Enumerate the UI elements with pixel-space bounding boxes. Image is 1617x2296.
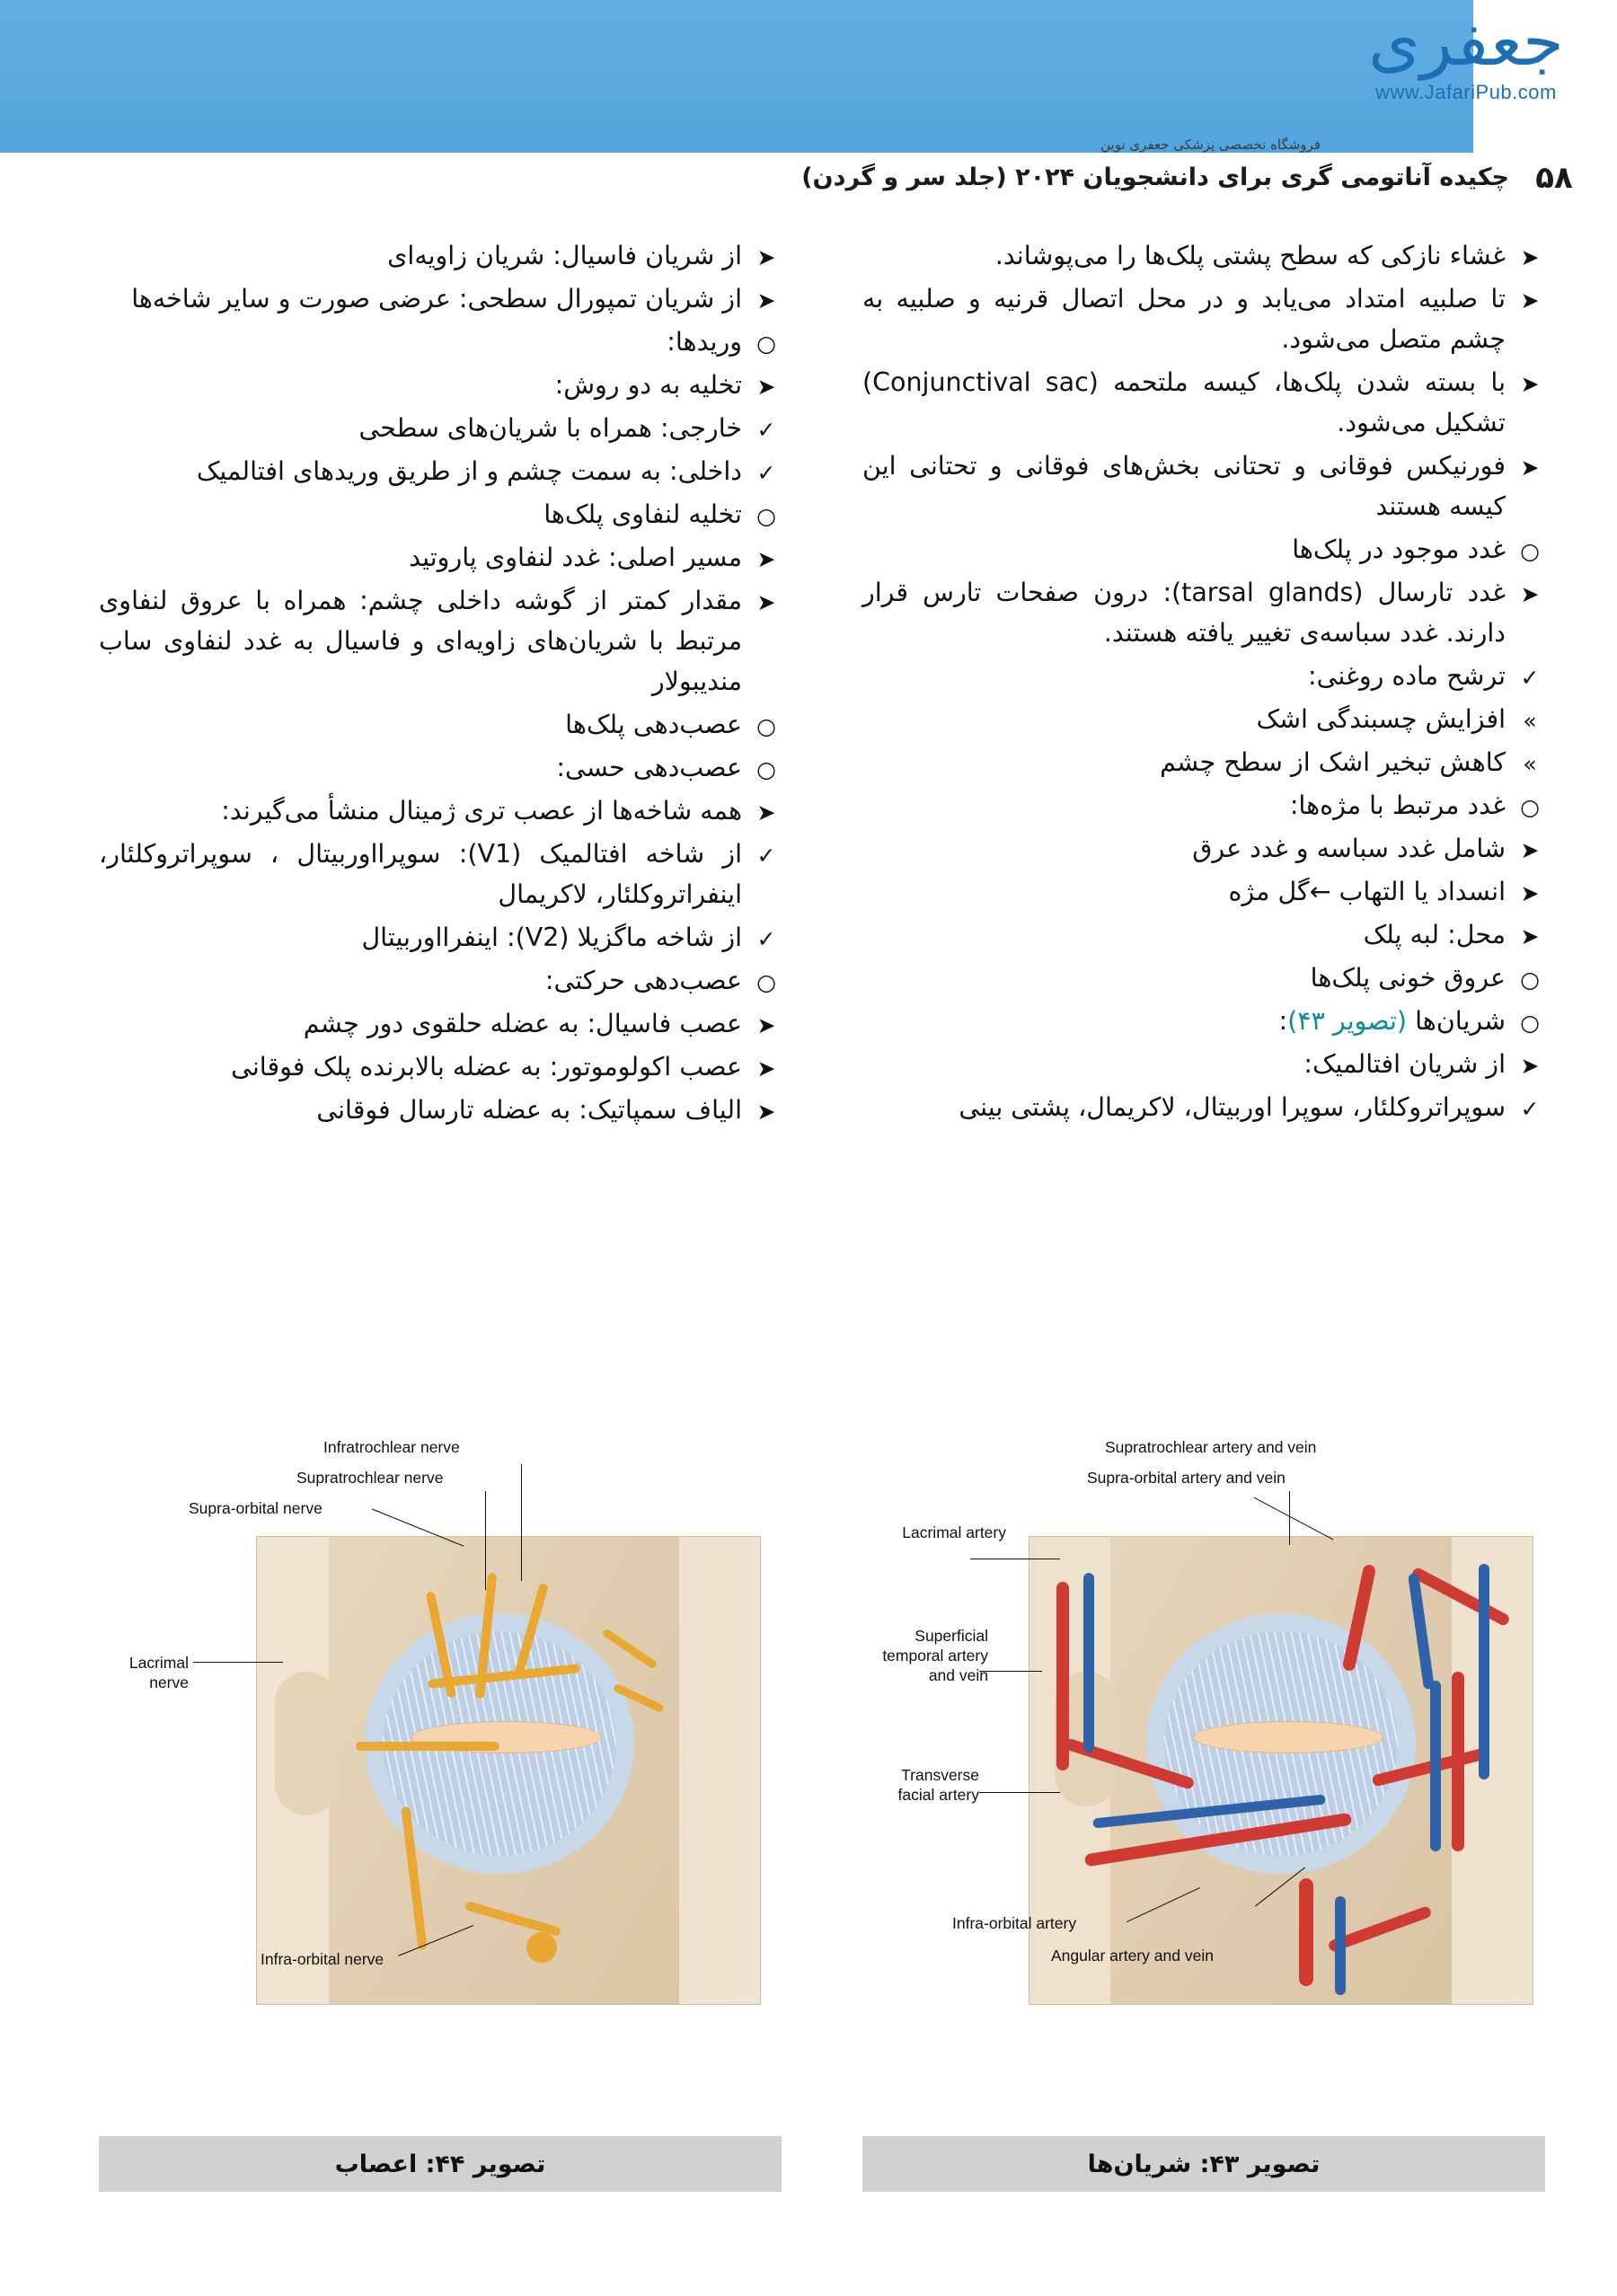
bullet-item-text: عصب‌دهی حرکتی: [544,966,742,995]
bullet-item [99,834,782,914]
circle-bullet-icon: ○ [756,331,776,357]
bullet-item-text: غدد تارسال (tarsal glands): درون صفحات تارس قرار دارند. غدد سباسه‌ی تغییر یافته هستند. [862,578,1506,648]
check-bullet-icon: ✓ [1520,1096,1540,1122]
bullet-item [862,828,1545,869]
bullet-item-text: کاهش تبخیر اشک از سطح چشم [1160,747,1506,777]
bullet-item [99,322,782,362]
figure-44-label-3: Lacrimal nerve [128,1654,189,1691]
bullet-item [99,235,782,276]
bullet-item-text: شامل غدد سباسه و غدد عرق [1192,834,1506,863]
check-bullet-icon: ✓ [756,417,776,443]
bullet-item-text: وریدها: [667,327,742,357]
column-left [99,235,782,1133]
bullet-item [862,529,1545,570]
figure-43-label-2: Lacrimal artery [902,1523,1006,1541]
bullet-item [99,1046,782,1087]
figure-44-leader-2 [485,1491,486,1590]
arrow-bullet-icon: ➤ [1520,371,1540,397]
figure-reference[interactable]: (تصویر ۴۳) [1287,1006,1408,1036]
bullet-item-text: داخلی: به سمت چشم و از طریق وریدهای افتالمیک [196,456,742,486]
arrow-bullet-icon: ➤ [1520,923,1540,949]
arrow-bullet-icon: ➤ [756,1099,776,1125]
bullet-item-text: انسداد یا التهاب ←گل مژه [1228,877,1506,906]
bullet-item [862,914,1545,955]
figure-44 [99,1410,782,2192]
arrow-bullet-icon: ➤ [756,799,776,826]
arrow-bullet-icon: ➤ [756,546,776,572]
bullet-item-text: از شریان افتالمیک: [1303,1049,1506,1079]
bullet-item [862,362,1545,443]
figure-43-label-1: Supra-orbital artery and vein [1087,1469,1286,1487]
figures-row [0,1410,1617,2201]
bullet-item-text: از شاخه افتالمیک (V1): سوپرااوربیتال ، سوپراتروکلئار، اینفراتروکلئار، لاکریمال [99,839,742,909]
page-number: ۵۸ [1535,160,1573,196]
figure-43-leader-2 [1254,1497,1334,1541]
bullet-item-text: مسیر اصلی: غدد لنفاوی پاروتید [409,543,742,572]
circle-bullet-icon: ○ [1520,538,1540,564]
figure-44-label-0: Infratrochlear nerve [323,1438,460,1456]
shop-tagline: فروشگاه تخصصی پزشکی جعفری نوین [1100,137,1321,153]
figure-44-label-2: Supra-orbital nerve [189,1499,323,1517]
circle-bullet-icon: ○ [1520,967,1540,993]
figure-43-label-0: Supratrochlear artery and vein [1105,1438,1317,1456]
arrow-bullet-icon: ➤ [1520,880,1540,906]
arrow-bullet-icon: ➤ [1520,244,1540,270]
figure-44-artwork [256,1536,761,2005]
bullet-item [862,742,1545,782]
bullet-item [99,451,782,491]
bullet-item [862,958,1545,998]
arrow-bullet-icon: ➤ [756,589,776,615]
logo-calligraphy-icon: جعفری [1368,4,1564,81]
bullet-item [862,1044,1545,1084]
bullet-item-text: غدد مرتبط با مژه‌ها: [1289,790,1506,820]
bullet-item [99,580,782,702]
figure-44-caption-text: تصویر ۴۴: اعصاب [334,2150,546,2178]
arrow-bullet-icon: ➤ [1520,581,1540,607]
bullet-item-text: محل: لبه پلک [1363,920,1506,949]
figure-44-leader-4 [193,1662,283,1663]
publisher-logo [1331,5,1601,140]
figure-43-label-6: Angular artery and vein [1051,1947,1214,1965]
bullet-item-text: عصب‌دهی حسی: [556,753,742,782]
bullet-list-left [99,235,782,1130]
quote-bullet-icon: » [1523,708,1537,734]
bullet-item [99,408,782,448]
bullet-item-text: از شاخه ماگزیلا (V2): اینفرااوربیتال [361,923,742,952]
figure-43 [862,1410,1545,2192]
arrow-bullet-icon: ➤ [1520,287,1540,313]
bullet-item [862,446,1545,526]
bullet-item [862,1001,1545,1041]
circle-bullet-icon: ○ [1520,794,1540,820]
bullet-item [862,656,1545,696]
circle-bullet-icon: ○ [756,756,776,782]
bullet-item [862,1087,1545,1127]
arrow-bullet-icon: ➤ [756,1055,776,1082]
check-bullet-icon: ✓ [756,843,776,869]
bullet-item [99,790,782,831]
bullet-item-text: ترشح ماده روغنی: [1307,661,1506,691]
figure-43-artwork [1029,1536,1533,2005]
bullet-item [99,960,782,1001]
bullet-item [862,572,1545,653]
bullet-item [99,537,782,578]
figure-43-leader-1 [1289,1491,1290,1545]
figure-43-caption [862,2136,1545,2192]
figure-43-canvas [862,1437,1545,2066]
circle-bullet-icon: ○ [1520,1010,1540,1036]
circle-bullet-icon: ○ [756,713,776,739]
figure-43-label-5: Infra-orbital artery [952,1914,1077,1932]
arrow-bullet-icon: ➤ [756,374,776,400]
bullet-item [99,365,782,405]
figure-43-caption-text: تصویر ۴۳: شریان‌ها [1087,2150,1321,2178]
bullet-item-text: تخلیه لنفاوی پلک‌ها [543,499,742,529]
figure-44-label-1: Supratrochlear nerve [296,1469,444,1487]
bullet-item [99,1090,782,1130]
bullet-item-text: غشاء نازکی که سطح پشتی پلک‌ها را می‌پوشاند. [994,241,1506,270]
bullet-item-text: فورنیکس فوقانی و تحتانی بخش‌های فوقانی و تحتانی این کیسه هستند [862,451,1506,521]
bullet-item-text: خارجی: همراه با شریان‌های سطحی [358,413,742,443]
bullet-item-text: عصب اکولوموتور: به عضله بالابرنده پلک فوقانی [231,1052,742,1082]
bullet-item-text: عصب‌دهی پلک‌ها [565,710,742,739]
check-bullet-icon: ✓ [756,926,776,952]
bullet-item-text: غدد موجود در پلک‌ها [1292,534,1506,564]
quote-bullet-icon: » [1523,751,1537,777]
figure-43-leader-5 [979,1792,1060,1793]
bullet-item-text: تخلیه به دو روش: [554,370,742,400]
figure-43-label-4: Transverse facial artery [897,1766,979,1804]
bullet-item-text: از شریان فاسیال: شریان زاویه‌ای [387,241,742,270]
publisher-url: www.JafariPub.com [1375,81,1557,103]
figure-43-leader-4 [979,1671,1042,1672]
book-title: چکیده آناتومی گری برای دانشجویان ۲۰۲۴ (جلد سر و گردن) [801,163,1509,191]
arrow-bullet-icon: ➤ [1520,1053,1540,1079]
bullet-item-text: از شریان تمپورال سطحی: عرضی صورت و سایر شاخه‌ها [131,284,742,313]
bullet-item-text: شریان‌ها (تصویر ۴۳): [1278,1006,1506,1036]
bullet-item [99,278,782,319]
figure-44-caption [99,2136,782,2192]
circle-bullet-icon: ○ [756,503,776,529]
bullet-item-text: افزایش چسبندگی اشک [1256,704,1506,734]
arrow-bullet-icon: ➤ [756,287,776,313]
bullet-item [99,494,782,534]
bullet-item [862,785,1545,826]
bullet-item [99,1003,782,1044]
figure-44-label-4: Infra-orbital nerve [261,1950,384,1968]
check-bullet-icon: ✓ [756,460,776,486]
bullet-list-right [862,235,1545,1127]
bullet-item [99,747,782,788]
bullet-item-text: سوپراتروکلئار، سوپرا اوربیتال، لاکریمال، پشتی بینی [959,1092,1506,1122]
bullet-item [99,917,782,958]
arrow-bullet-icon: ➤ [1520,837,1540,863]
bullet-item [862,871,1545,912]
bullet-item-text: همه شاخه‌ها از عصب تری ژمینال منشأ می‌گیرند: [221,796,742,826]
check-bullet-icon: ✓ [1520,665,1540,691]
bullet-item-text: عصب فاسیال: به عضله حلقوی دور چشم [303,1009,742,1038]
column-right [862,235,1545,1130]
figure-44-canvas [99,1437,782,2066]
content-columns [0,235,1617,1376]
figure-43-label-3: Superficial temporal artery and vein [882,1627,988,1684]
bullet-item [862,235,1545,276]
arrow-bullet-icon: ➤ [756,244,776,270]
bullet-item-text: مقدار کمتر از گوشه داخلی چشم: همراه با عروق لنفاوی مرتبط با شریان‌های زاویه‌ای و فاسیال به غدد لنفاوی ساب مندیبولار [99,586,742,696]
bullet-item-text: تا صلبیه امتداد می‌یابد و در محل اتصال قرنیه و صلبیه به چشم متصل می‌شود. [862,284,1506,354]
bullet-item-text: الیاف سمپاتیک: به عضله تارسال فوقانی [316,1095,742,1125]
bullet-item [862,278,1545,359]
bullet-item [862,699,1545,739]
arrow-bullet-icon: ➤ [1520,455,1540,481]
circle-bullet-icon: ○ [756,969,776,995]
arrow-bullet-icon: ➤ [756,1012,776,1038]
bullet-item-text: عروق خونی پلک‌ها [1310,963,1506,993]
bullet-item [99,704,782,745]
bullet-item-text: با بسته شدن پلک‌ها، کیسه ملتحمه (Conjunctival sac) تشکیل می‌شود. [862,367,1506,437]
